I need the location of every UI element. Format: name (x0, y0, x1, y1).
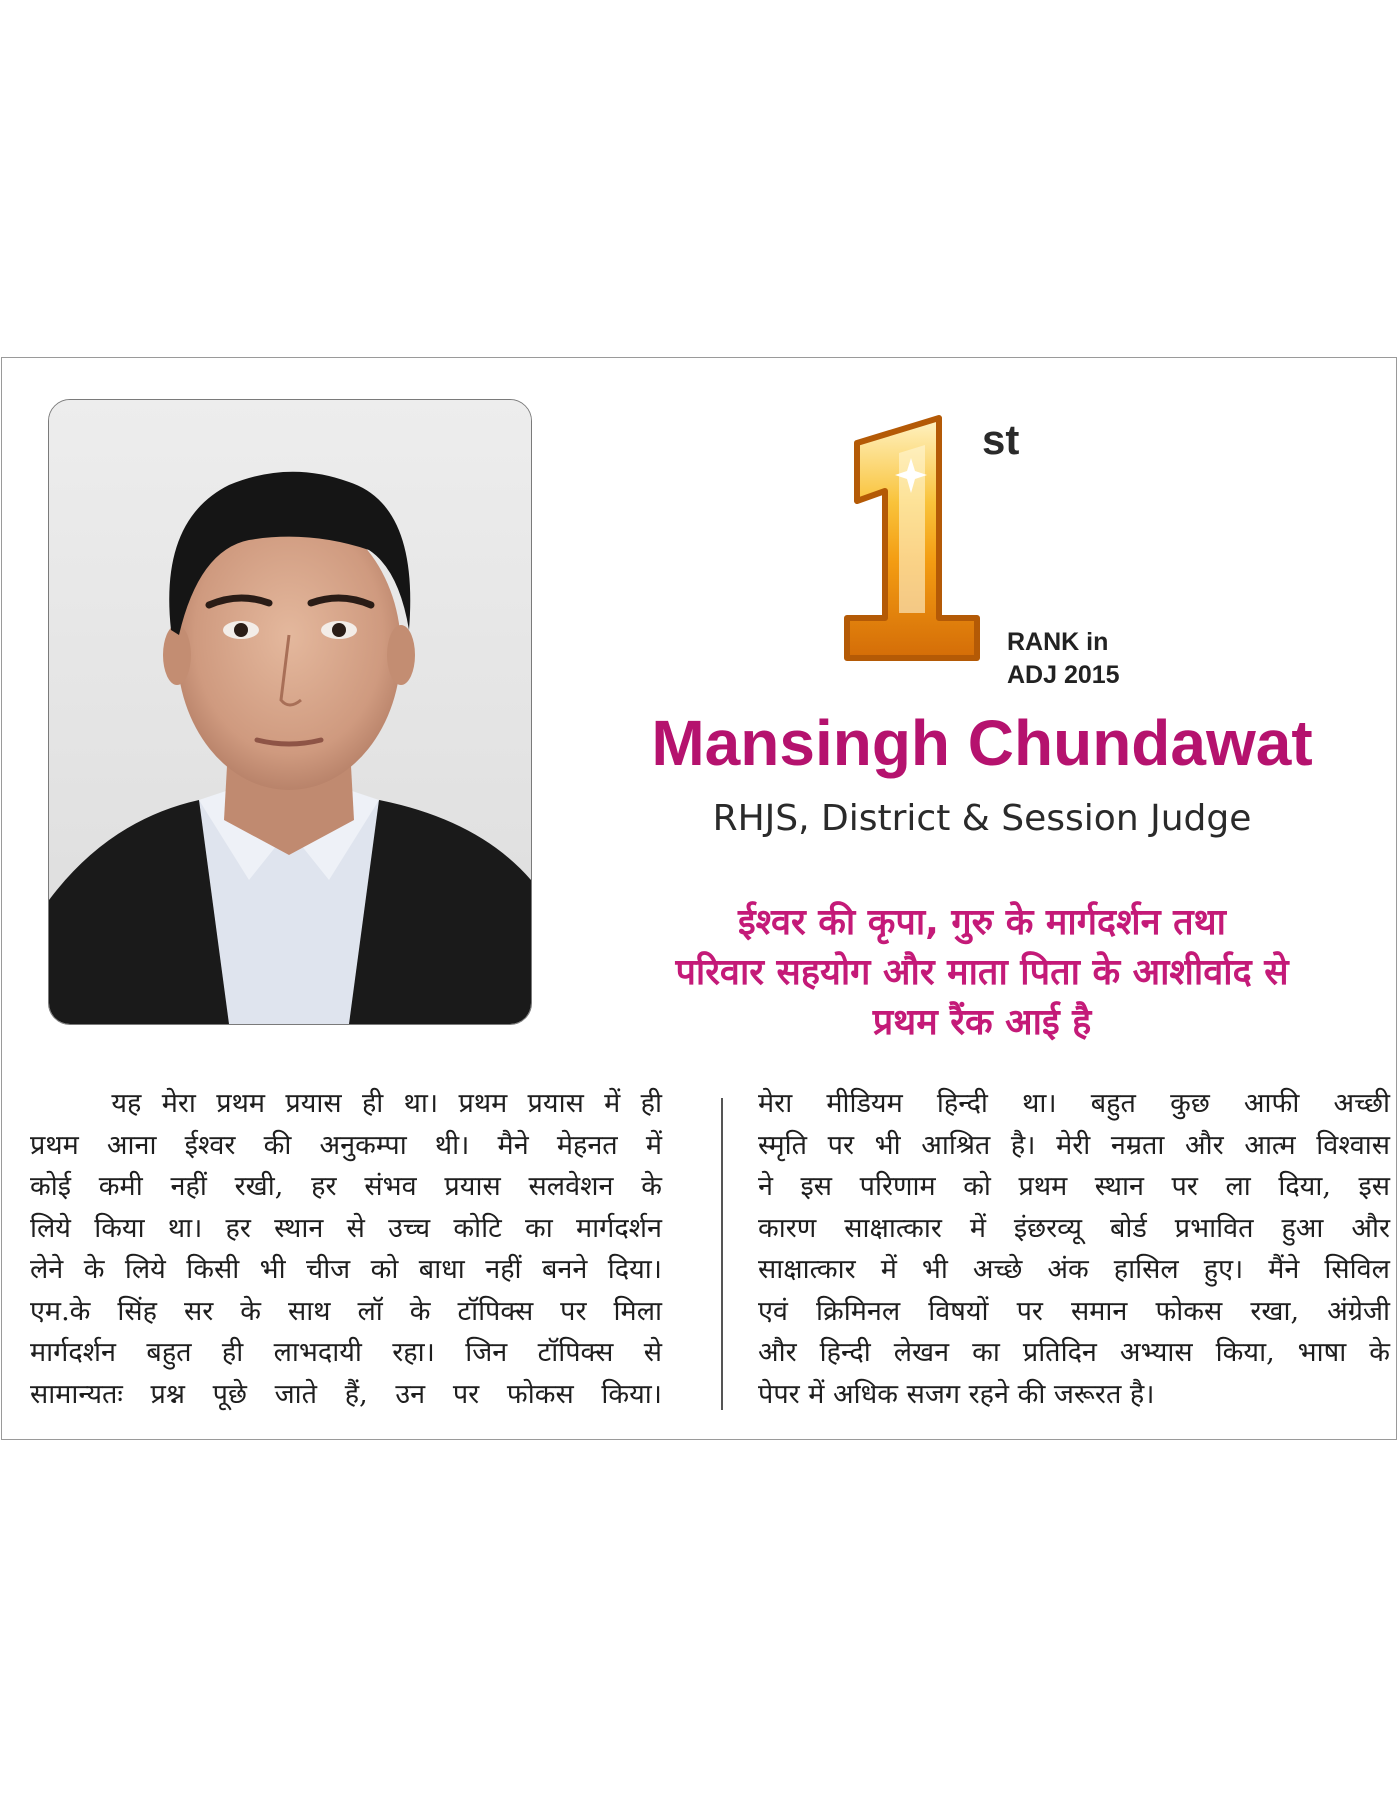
body-line: कोई कमी नहीं रखी, हर संभव प्रयास सलवेशन के (30, 1171, 662, 1202)
body-line: एम.के सिंह सर के साथ लॉ के टॉपिक्स पर मिला (30, 1295, 662, 1327)
rank-label-line2: ADJ 2015 (1007, 661, 1120, 689)
body-line: स्मृति पर भी आश्रित है। मेरी नम्रता और आत्म विश्वास (758, 1129, 1390, 1161)
body-line: यह मेरा प्रथम प्रयास ही था। प्रथम प्रयास में ही (30, 1088, 662, 1119)
body-column-left (30, 1083, 662, 1415)
quote-line: प्रथम रैंक आई है (872, 1002, 1092, 1043)
rank-suffix: st (982, 416, 1020, 463)
body-line: लिये किया था। हर स्थान से उच्च कोटि का मार्गदर्शन (30, 1212, 662, 1244)
body-line: कारण साक्षात्कार में इंछरव्यू बोर्ड प्रभावित हुआ और (758, 1212, 1390, 1244)
person-name: Mansingh Chundawat (651, 707, 1313, 779)
rank-label (1007, 626, 1120, 692)
body-line: सामान्यतः प्रश्न पूछे जाते हैं, उन पर फोकस किया। (30, 1378, 662, 1410)
quote-block (582, 898, 1382, 1048)
body-column-right (758, 1083, 1390, 1415)
portrait-photo (48, 399, 532, 1025)
body-line: एवं क्रिमिनल विषयों पर समान फोकस रखा, अंग्रेजी (758, 1295, 1390, 1327)
body-line: पेपर में अधिक सजग रहने की जरूरत है। (758, 1378, 1155, 1410)
achievement-card (1, 357, 1397, 1440)
quote-line: परिवार सहयोग और माता पिता के आशीर्वाद से (675, 952, 1289, 993)
body-line: मेरा मीडियम हिन्दी था। बहुत कुछ आफी अच्छी (758, 1088, 1390, 1119)
body-line: लेने के लिये किसी भी चीज को बाधा नहीं बनने दिया। (30, 1254, 662, 1285)
body-line: और हिन्दी लेखन का प्रतिदिन अभ्यास किया, भाषा के (758, 1337, 1390, 1368)
portrait-image (49, 400, 531, 1024)
quote-line: ईश्वर की कृपा, गुरु के मार्गदर्शन तथा (738, 902, 1226, 943)
person-designation: RHJS, District & Session Judge (712, 798, 1252, 839)
body-line: मार्गदर्शन बहुत ही लाभदायी रहा। जिन टॉपिक्स से (30, 1337, 662, 1368)
body-line: प्रथम आना ईश्वर की अनुकम्पा थी। मैने मेहनत में (30, 1129, 662, 1161)
body-line: ने इस परिणाम को प्रथम स्थान पर ला दिया, इस (758, 1171, 1390, 1202)
body-line: साक्षात्कार में भी अच्छे अंक हासिल हुए। मैंने सिविल (758, 1254, 1390, 1285)
rank-label-line1: RANK in (1007, 628, 1109, 656)
column-divider (721, 1098, 723, 1410)
